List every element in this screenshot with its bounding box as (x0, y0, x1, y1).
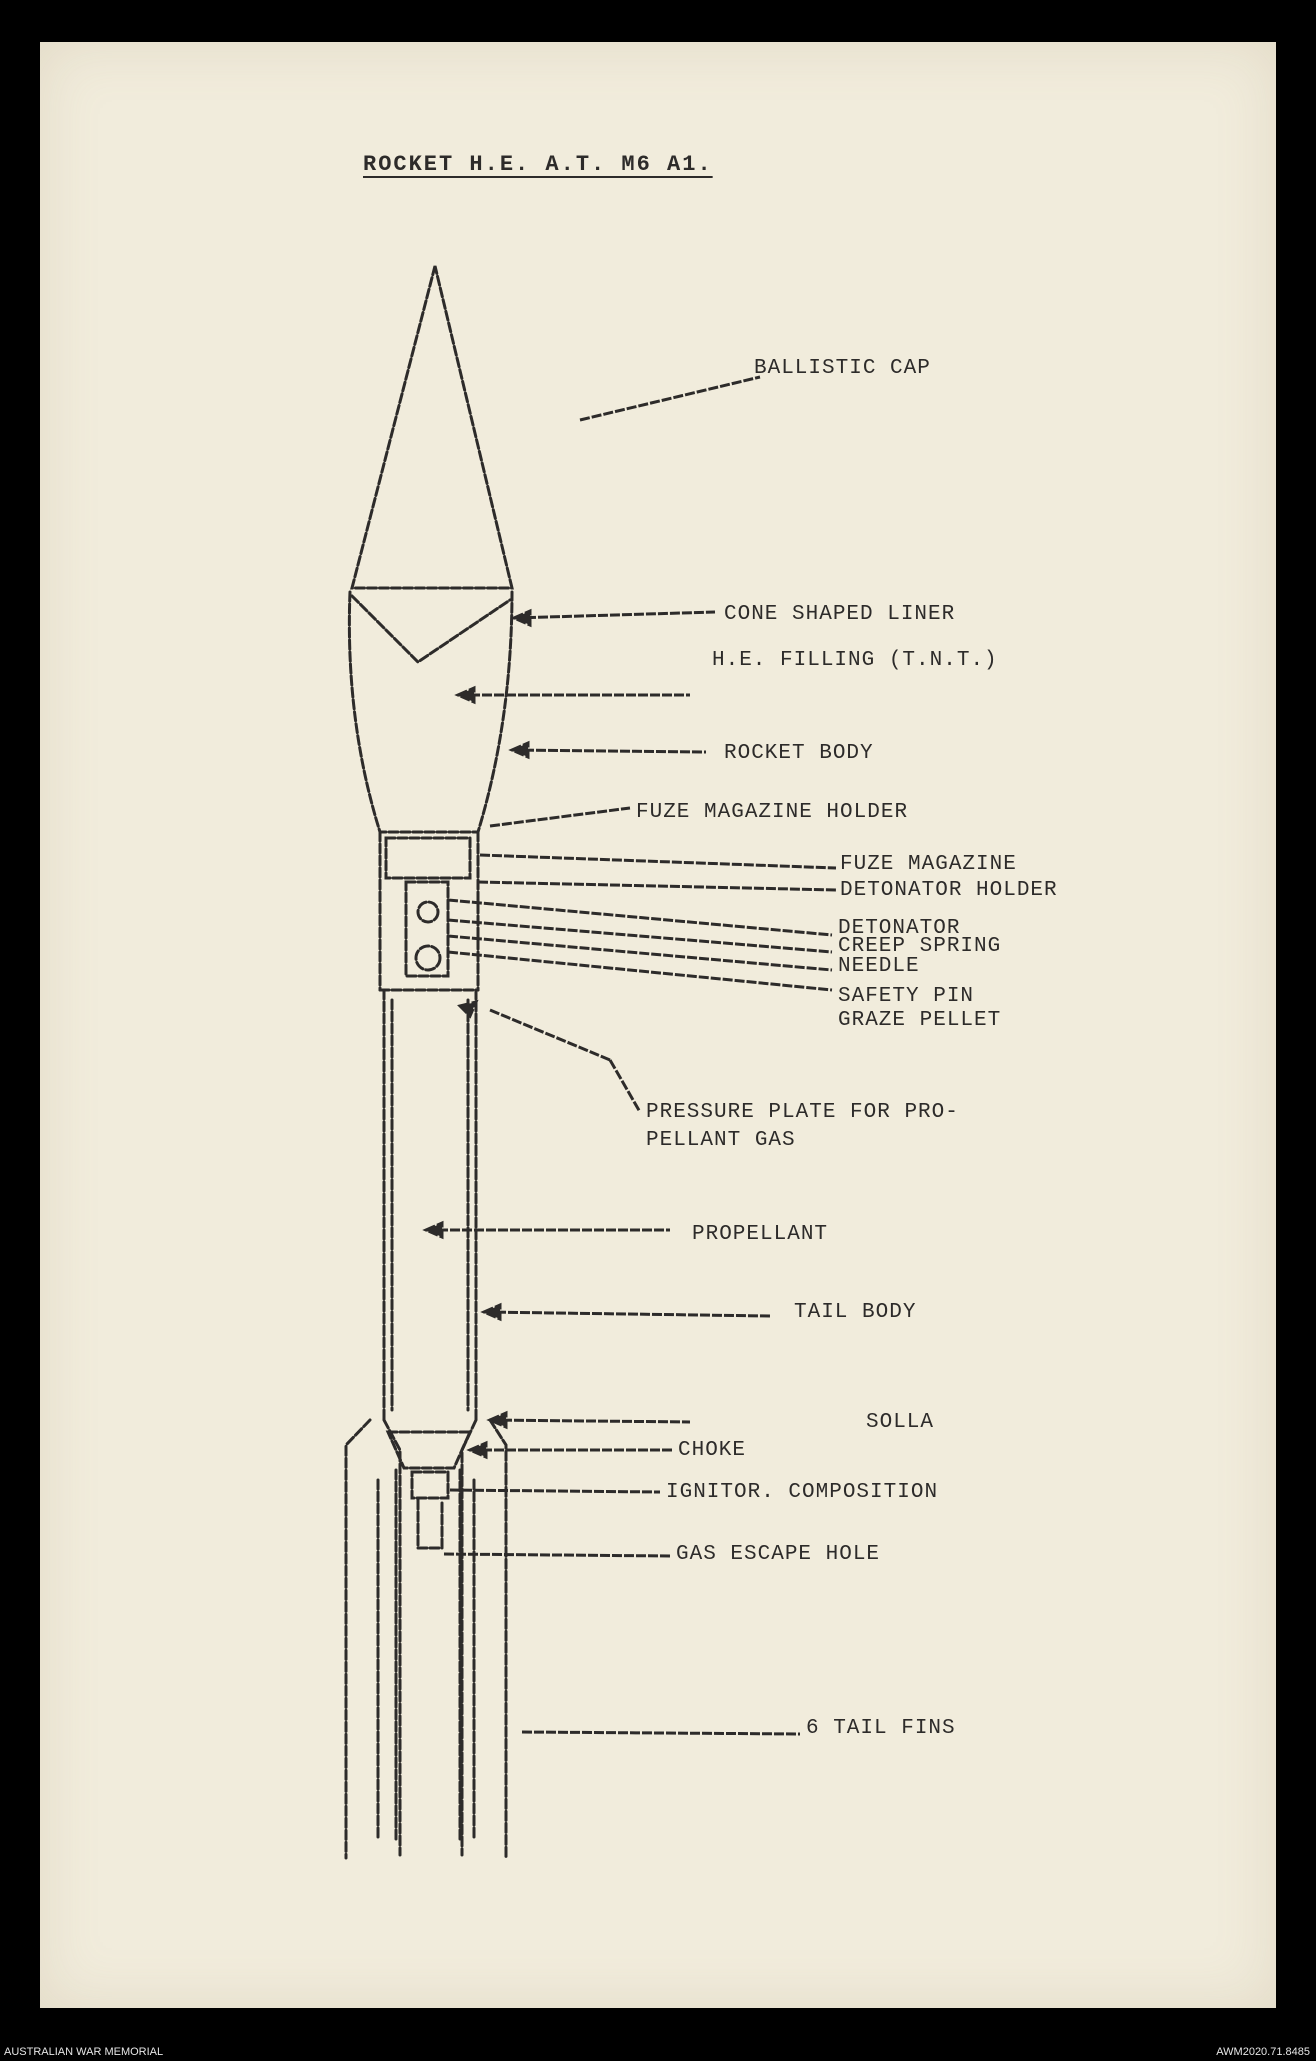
footer-institution: AUSTRALIAN WAR MEMORIAL (4, 2046, 164, 2058)
leader-fuze-holder (490, 808, 630, 826)
tail-body-outline (384, 990, 476, 1420)
label-propellant: PROPELLANT (692, 1223, 829, 1246)
label-fuze-magazine-holder: FUZE MAGAZINE HOLDER (636, 801, 909, 824)
arrowhead-cone-liner (514, 611, 530, 625)
label-pressure-plate-line2: PELLANT GAS (646, 1129, 796, 1152)
leader-tail-fins (522, 1732, 800, 1734)
cone-liner-outline (352, 596, 510, 662)
leader-gas-escape (444, 1554, 670, 1556)
leader-tail-body (484, 1312, 770, 1316)
label-detonator: DETONATOR (838, 917, 961, 940)
label-tail-fins: 6 TAIL FINS (806, 1717, 956, 1740)
label-fuze-magazine: FUZE MAGAZINE (840, 853, 1017, 876)
label-graze-pellet: GRAZE PELLET (838, 1009, 1002, 1032)
label-igniter-composition: IGNITOR. COMPOSITION (666, 1481, 939, 1504)
leader-cone-liner (514, 612, 715, 618)
igniter-shape (412, 1472, 448, 1498)
leader-fuze-magazine (480, 855, 836, 868)
label-ballistic-cap: BALLISTIC CAP (754, 357, 931, 380)
tail-fins-outline (346, 1420, 506, 1858)
leader-needle (448, 936, 832, 970)
label-detonator-holder: DETONATOR HOLDER (840, 879, 1058, 902)
label-gas-escape-hole: GAS ESCAPE HOLE (676, 1543, 881, 1566)
label-needle: NEEDLE (838, 955, 920, 978)
leader-igniter (450, 1490, 660, 1492)
fuze-holder-outline (380, 832, 478, 990)
arrowhead-rocket-body (512, 743, 528, 757)
gas-escape-hole-shape (418, 1500, 442, 1548)
ballistic-cap-outline (352, 266, 512, 588)
label-pressure-plate-line1: PRESSURE PLATE FOR PRO- (646, 1101, 959, 1124)
rocket-body-outline (349, 592, 512, 832)
leader-pressure-plate-b (610, 1060, 640, 1112)
leader-solla (490, 1420, 690, 1422)
leader-rocket-body (512, 750, 706, 752)
document-title: ROCKET H.E. A.T. M6 A1. (363, 152, 713, 177)
label-safety-pin: SAFETY PIN (838, 985, 975, 1008)
leader-creep-spring (448, 920, 832, 952)
label-solla: SOLLA (866, 1411, 935, 1434)
leader-pressure-plate-a (490, 1010, 610, 1060)
leader-detonator (448, 900, 832, 935)
detonator-shape (418, 902, 438, 922)
label-he-filling: H.E. FILLING (T.N.T.) (712, 649, 998, 672)
detonator-holder-shape (406, 882, 448, 976)
leader-detonator-holder (478, 882, 836, 890)
arrowhead-he-filling (458, 688, 474, 702)
label-creep-spring: CREEP SPRING (838, 935, 1002, 958)
leader-ballistic-cap (580, 377, 760, 420)
graze-pellet-shape (416, 946, 440, 970)
arrowhead-tail-body (484, 1305, 500, 1319)
leader-safety-pin (448, 952, 832, 990)
label-tail-body: TAIL BODY (794, 1301, 917, 1324)
label-choke: CHOKE (678, 1439, 747, 1462)
label-cone-shaped-liner: CONE SHAPED LINER (724, 603, 956, 626)
arrowhead-propellant (426, 1223, 442, 1237)
arrowhead-choke (470, 1443, 486, 1457)
label-rocket-body: ROCKET BODY (724, 742, 874, 765)
footer-accession-number: AWM2020.71.8485 (1216, 2046, 1310, 2058)
arrowhead-pressure-plate (460, 1002, 476, 1016)
